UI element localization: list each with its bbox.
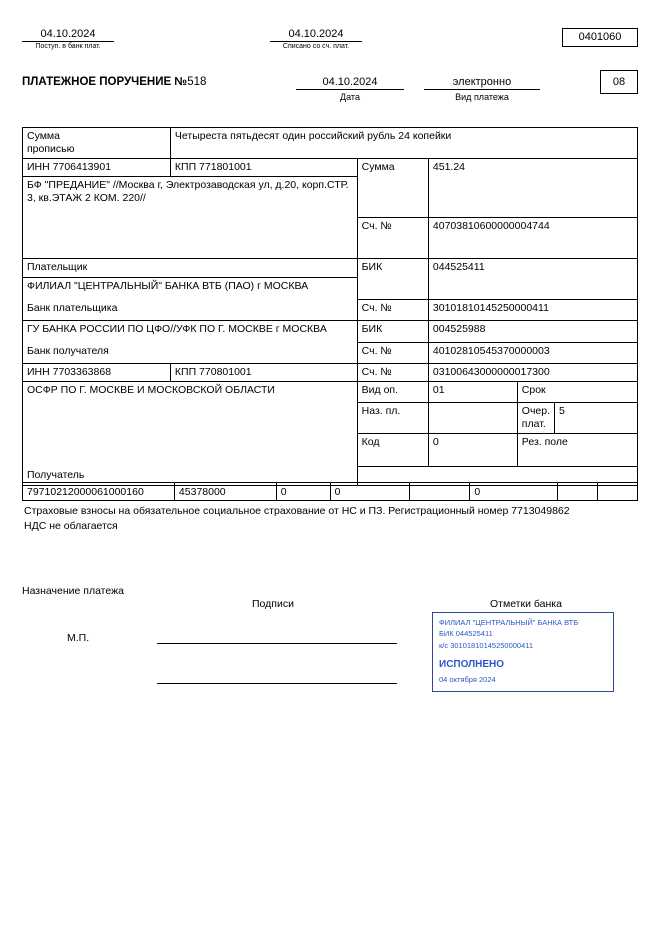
bank-stamp-status: ИСПОЛНЕНО <box>439 658 505 670</box>
payee-name-row <box>23 381 638 402</box>
purpose-text-line1: Страховые взносы на обязательное социальное страхование от НС и ПЗ. Регистрационный номер 7713049862 <box>24 505 570 517</box>
payer-inn-value: 7706413901 <box>52 161 112 173</box>
amount-value-cell <box>428 159 637 177</box>
form-code-box: 0401060 <box>562 28 638 47</box>
doc-date-value: 04.10.2024 <box>296 76 404 90</box>
postup-date-caption: Поступ. в банк плат. <box>35 43 101 50</box>
doc-code-box: 08 <box>600 70 638 94</box>
payer-account-value-cell <box>428 217 637 258</box>
amount-in-words-value-cell: Четыреста пятьдесят один российский рубль 24 копейки <box>170 128 637 159</box>
bank-stamp <box>432 612 614 692</box>
payee-bank-caption-row <box>23 343 638 364</box>
rez-pole-label-cell <box>517 434 637 467</box>
payee-account-value-cell <box>428 363 637 381</box>
naz-pl-label-cell <box>357 402 428 433</box>
payee-kpp-value: 770801001 <box>199 365 252 378</box>
payer-bank-caption-cell <box>23 300 358 321</box>
vid-op-label-cell <box>357 381 428 402</box>
doc-date-field <box>296 76 404 102</box>
payee-account-label-cell <box>357 363 428 381</box>
doc-number-label: № <box>174 76 188 88</box>
ocher-plat-value: 5 <box>559 404 565 417</box>
budget-codes-row <box>22 482 638 501</box>
payer-bank-caption: Банк плательщика <box>27 301 118 314</box>
payee-bik-value: 004525988 <box>432 322 486 335</box>
mp-label: М.П. <box>67 632 90 644</box>
payer-bik-value: 044525411 <box>432 260 485 273</box>
main-table <box>22 127 638 486</box>
payer-block-cell <box>23 177 358 259</box>
signature-line-2 <box>157 683 397 684</box>
srok-label-cell <box>517 381 637 402</box>
amount-value-cell-spacer <box>428 177 637 218</box>
payer-corr-value: 30101810145250000411 <box>432 302 549 315</box>
kod-label: Код <box>361 436 380 448</box>
ocher-plat-label-cell <box>517 402 554 433</box>
srok-label: Срок <box>521 383 546 396</box>
payer-name: БФ "ПРЕДАНИЕ" //Москва г, Электрозаводская ул, д.20, корп.СТР. 3, кв.ЭТАЖ 2 КОМ. 220// <box>27 179 349 205</box>
period-cell: 0 <box>330 483 410 501</box>
podpisi-label: Подписи <box>252 598 294 610</box>
bank-stamp-line2: БИК 044525411 <box>439 629 493 639</box>
payer-caption-cell <box>23 258 358 277</box>
payer-inn-cell <box>23 159 171 177</box>
doc-date-caption: Дата <box>340 92 360 102</box>
payee-bank-name: ГУ БАНКА РОССИИ ПО ЦФО//УФК ПО Г. МОСКВЕ г МОСКВА <box>27 322 327 335</box>
spisano-date-value: 04.10.2024 <box>270 28 362 42</box>
payee-account-label: Сч. № <box>361 365 392 378</box>
payee-inn-label: ИНН <box>27 365 50 378</box>
vid-platezha-value: электронно <box>424 76 540 90</box>
extra-code-cell <box>598 483 638 501</box>
spisano-date-block <box>270 28 362 50</box>
otmetki-banka-label: Отметки банка <box>490 598 562 610</box>
payer-kpp-cell <box>170 159 357 177</box>
payee-bik-label: БИК <box>361 322 383 335</box>
payee-inn-value: 7703363868 <box>52 365 112 378</box>
payee-kpp-label: КПП <box>174 365 197 378</box>
payee-bank-caption: Банк получателя <box>27 344 109 357</box>
postup-date-value: 04.10.2024 <box>22 28 114 42</box>
vid-op-label: Вид оп. <box>361 383 399 396</box>
payee-caption: Получатель <box>27 468 85 481</box>
payer-bik-value-spacer <box>428 277 637 300</box>
ocher-plat-value-cell <box>555 402 638 433</box>
oktmo-cell: 45378000 <box>174 483 276 501</box>
vid-platezha-field <box>424 76 540 102</box>
amount-label-cell-spacer <box>357 177 428 218</box>
signature-area <box>22 598 638 708</box>
payer-bik-label: БИК <box>361 260 383 273</box>
payer-inn-kpp-row <box>23 159 638 177</box>
amount-in-words-label-cell <box>23 128 171 159</box>
payer-caption-row <box>23 258 638 277</box>
payer-corr-label-cell <box>357 300 428 321</box>
vid-platezha-caption: Вид платежа <box>455 92 509 102</box>
data-dok-cell: 0 <box>470 483 558 501</box>
payee-bik-value-cell <box>428 320 637 343</box>
amount-in-words-label-line1: Сумма <box>27 130 60 142</box>
amount-value: 451.24 <box>432 161 466 173</box>
bank-stamp-line3: к/с 30101810145250000411 <box>439 640 534 650</box>
amount-in-words-label-line2: прописью <box>27 142 75 155</box>
signature-line-1 <box>157 643 397 644</box>
purpose-text-line2: НДС не облагается <box>24 520 118 532</box>
naz-pl-label: Наз. пл. <box>361 404 401 417</box>
amount-label-cell <box>357 159 428 177</box>
spisano-date-caption: Списано со сч. плат. <box>282 43 350 50</box>
payer-kpp-label: КПП <box>174 161 197 173</box>
payer-account-label: Сч. № <box>361 219 392 232</box>
ocher-plat-label: Очер. плат. <box>521 404 551 430</box>
payer-bank-name-cell <box>23 277 358 300</box>
postup-date-block <box>22 28 114 50</box>
rez-pole-label: Рез. поле <box>521 436 568 448</box>
payee-bik-label-cell <box>357 320 428 343</box>
payer-name-row <box>23 177 638 218</box>
vid-op-value-cell <box>428 381 517 402</box>
payer-bik-spacer <box>357 277 428 300</box>
payee-account-value: 03100643000000017300 <box>432 365 550 378</box>
bank-stamp-line1: ФИЛИАЛ "ЦЕНТРАЛЬНЫЙ" БАНКА ВТБ <box>439 618 579 627</box>
top-header-row <box>0 28 660 60</box>
payer-corr-value-cell <box>428 300 637 321</box>
page-title-text: ПЛАТЕЖНОЕ ПОРУЧЕНИЕ <box>22 76 172 88</box>
payer-account-label-cell <box>357 217 428 258</box>
page-title <box>22 76 206 88</box>
payee-corr-value-cell <box>428 343 637 364</box>
payee-bank-row <box>23 320 638 343</box>
payee-corr-value: 40102810545370000003 <box>432 345 550 358</box>
payer-bank-name: ФИЛИАЛ "ЦЕНТРАЛЬНЫЙ" БАНКА ВТБ (ПАО) г МОСКВА <box>27 279 309 292</box>
payer-inn-label: ИНН <box>27 161 50 173</box>
purpose-label: Назначение платежа <box>22 585 124 597</box>
osnovanie-cell: 0 <box>276 483 330 501</box>
vid-op-value: 01 <box>432 383 445 396</box>
payee-inn-kpp-row <box>23 363 638 381</box>
payee-corr-label: Сч. № <box>361 345 392 358</box>
payer-bank-row <box>23 277 638 300</box>
payer-bik-label-cell <box>357 258 428 277</box>
payee-bank-name-cell <box>23 320 358 343</box>
payee-corr-label-cell <box>357 343 428 364</box>
doc-number-value: 518 <box>187 76 207 88</box>
payer-bik-value-cell <box>428 258 637 277</box>
payer-caption: Плательщик <box>27 260 88 273</box>
payer-account-value: 40703810600000004744 <box>432 219 550 232</box>
bank-stamp-date: 04 октября 2024 <box>439 674 496 684</box>
payee-inn-cell <box>23 363 171 381</box>
payee-kpp-cell <box>170 363 357 381</box>
kbk-cell: 79710212000061000160 <box>23 483 175 501</box>
kod-value-cell <box>428 434 517 467</box>
amount-label: Сумма <box>361 161 395 173</box>
payer-corr-label: Сч. № <box>361 302 392 315</box>
kod-value: 0 <box>432 436 439 448</box>
nomer-dok-cell <box>410 483 470 501</box>
amount-in-words-row <box>23 128 638 159</box>
payer-bank-caption-row <box>23 300 638 321</box>
payee-name: ОСФР ПО Г. МОСКВЕ И МОСКОВСКОЙ ОБЛАСТИ <box>27 383 275 396</box>
naz-pl-value-cell <box>428 402 517 433</box>
payee-bank-caption-cell <box>23 343 358 364</box>
payer-kpp-value: 771801001 <box>199 161 252 173</box>
tip-plat-cell <box>558 483 598 501</box>
payee-block-cell <box>23 381 358 466</box>
kod-label-cell <box>357 434 428 467</box>
